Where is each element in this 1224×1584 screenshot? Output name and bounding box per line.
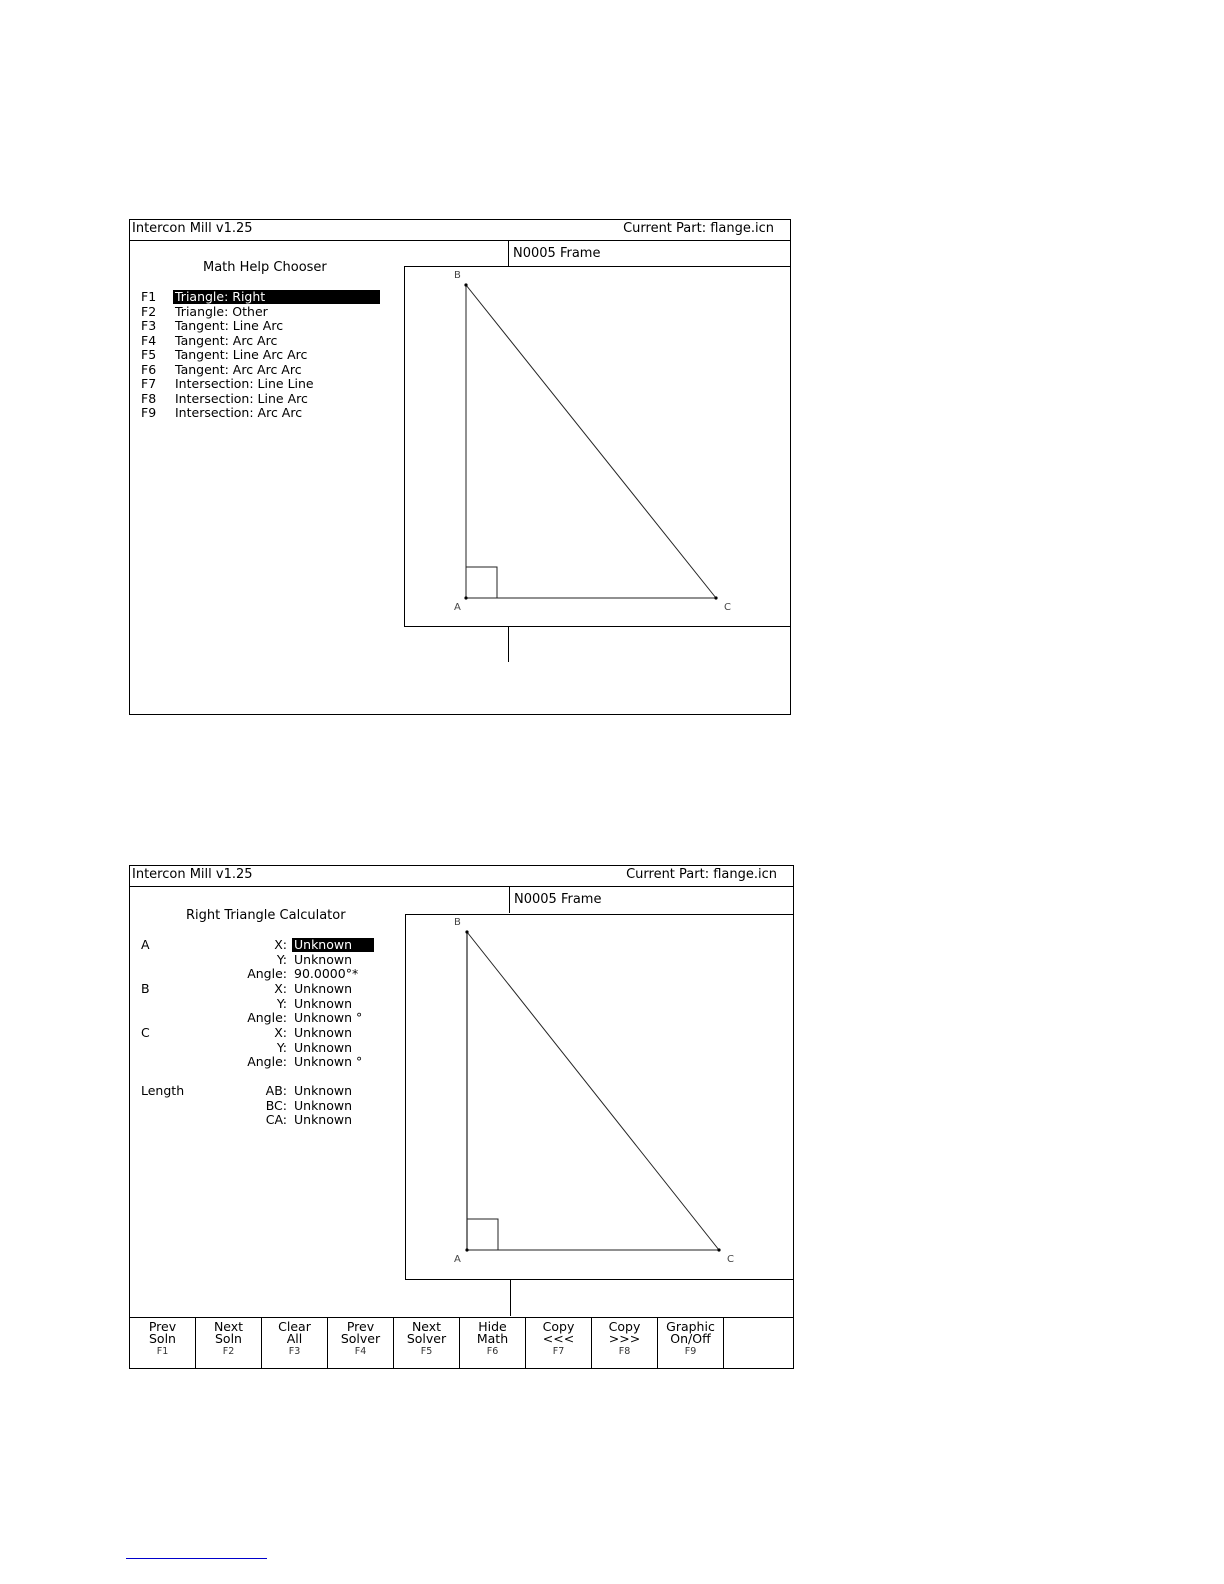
calc-row (130, 1055, 390, 1069)
calc-row (130, 1113, 390, 1127)
menu-item-key: F9 (141, 405, 157, 420)
function-key-label: Copy (542, 1319, 575, 1334)
field-value-input[interactable]: Unknown (294, 995, 353, 1011)
vertex-a-point (465, 1248, 468, 1251)
field-label: Angle: (247, 1010, 287, 1025)
title-bar (130, 220, 790, 241)
frame-marker-line (508, 626, 509, 662)
app-title: Intercon Mill v1.25 (132, 221, 253, 236)
menu-item-label: Tangent: Line Arc (175, 318, 284, 333)
function-key-label: Math (476, 1331, 509, 1346)
function-key-code: F3 (288, 1346, 301, 1357)
field-label: BC: (265, 1097, 287, 1113)
field-label: X: (274, 1025, 287, 1040)
field-label: X: (274, 937, 287, 952)
menu-item-label: Tangent: Line Arc Arc (175, 347, 308, 362)
field-label: Angle: (247, 966, 287, 981)
right-angle-marker (466, 567, 497, 598)
menu-item-key: F3 (141, 318, 157, 333)
function-key-code: F6 (486, 1346, 499, 1357)
function-key-bar (130, 1317, 793, 1368)
calc-row (130, 953, 390, 967)
field-label: Y: (276, 1039, 287, 1055)
function-key-label: On/Off (670, 1331, 711, 1346)
function-key-label: Next (411, 1319, 442, 1334)
function-key-label: Soln (215, 1331, 242, 1346)
field-label: Y: (276, 951, 287, 967)
field-value-input[interactable]: Unknown (292, 938, 374, 952)
field-value-input[interactable]: Unknown ° (294, 1010, 363, 1025)
point-label: C (141, 1025, 150, 1040)
triangle-graphic (405, 914, 794, 1280)
panel-title: Right Triangle Calculator (186, 908, 346, 923)
function-key-label: All (286, 1331, 303, 1346)
field-label: Angle: (247, 1054, 287, 1069)
function-key-f5[interactable] (394, 1318, 460, 1368)
point-label: A (141, 937, 150, 952)
function-key-code: F4 (354, 1346, 367, 1357)
app-title: Intercon Mill v1.25 (132, 867, 253, 882)
field-value-input[interactable]: Unknown (294, 1039, 353, 1055)
field-value-input[interactable]: Unknown (294, 1083, 353, 1098)
point-label: B (141, 981, 150, 996)
function-key-f7[interactable] (526, 1318, 592, 1368)
field-label: AB: (265, 1083, 287, 1098)
function-key-code: F2 (222, 1346, 235, 1357)
triangle-side-bc (466, 285, 716, 598)
point-label: Length (141, 1083, 185, 1098)
field-value-input[interactable]: Unknown ° (294, 1054, 363, 1069)
menu-item-key: F7 (141, 376, 157, 391)
right-triangle-diagram (405, 267, 790, 626)
vertex-b-label: B (454, 270, 461, 281)
function-key-code: F8 (618, 1346, 631, 1357)
calc-row (130, 967, 390, 981)
function-key-code: F9 (684, 1346, 697, 1357)
calc-row (130, 1011, 390, 1025)
function-key-label: Solver (406, 1331, 447, 1346)
menu-item-label: Triangle: Other (175, 303, 268, 319)
vertex-a-label: A (454, 1254, 461, 1265)
frame-label: N0005 Frame (513, 246, 601, 261)
frame-label-box (509, 887, 794, 913)
function-key-f3[interactable] (262, 1318, 328, 1368)
function-key-label: Solver (340, 1331, 381, 1346)
function-key-label: Prev (346, 1319, 375, 1334)
calc-row (130, 1041, 390, 1055)
triangle-side-bc (467, 932, 719, 1250)
function-key-f4[interactable] (328, 1318, 394, 1368)
frame-label: N0005 Frame (514, 892, 602, 907)
math-help-chooser-screen (129, 219, 791, 715)
vertex-b-point (465, 930, 468, 933)
field-value-input[interactable]: Unknown (294, 1097, 353, 1113)
function-key-code: F7 (552, 1346, 565, 1357)
footnote-separator (126, 1558, 267, 1559)
title-bar (130, 866, 793, 887)
menu-item-label: Intersection: Line Line (175, 376, 314, 391)
vertex-c-point (717, 1248, 720, 1251)
vertex-c-label: C (727, 1254, 734, 1265)
menu-item-key: F6 (141, 361, 157, 377)
menu-item-key: F8 (141, 390, 157, 406)
current-part: Current Part: flange.icn (626, 867, 777, 882)
function-key-label: Soln (149, 1331, 176, 1346)
field-value-input[interactable]: Unknown (294, 981, 353, 996)
field-value-input[interactable]: Unknown (294, 951, 353, 967)
function-key-label: Prev (148, 1319, 177, 1334)
triangle-graphic (404, 266, 791, 627)
vertex-c-label: C (724, 602, 731, 613)
function-key-label: Clear (278, 1319, 311, 1334)
function-key-label: Copy (608, 1319, 641, 1334)
menu-item-label: Tangent: Arc Arc Arc (175, 361, 302, 377)
function-key-f1[interactable] (130, 1318, 196, 1368)
vertex-a-label: A (454, 602, 461, 613)
function-key-f2[interactable] (196, 1318, 262, 1368)
frame-label-box (508, 241, 791, 267)
function-key-f6[interactable] (460, 1318, 526, 1368)
menu-item-key: F4 (141, 332, 157, 348)
field-label: CA: (265, 1112, 287, 1127)
function-key-f9[interactable] (658, 1318, 724, 1368)
function-key-label: <<< (542, 1331, 575, 1346)
calc-row (130, 982, 390, 996)
function-key-label: >>> (608, 1331, 641, 1346)
field-value-input[interactable]: 90.0000°* (294, 966, 359, 981)
menu-item-label: Triangle: Right (173, 290, 380, 304)
menu-item-key: F5 (141, 347, 157, 362)
menu-item-label: Tangent: Arc Arc (175, 332, 278, 348)
frame-marker-line (510, 1279, 511, 1316)
right-triangle-calculator-screen (129, 865, 794, 1369)
panel-title: Math Help Chooser (203, 260, 327, 275)
field-label: Y: (276, 995, 287, 1011)
calc-row (130, 1099, 390, 1113)
function-key-label: Hide (478, 1319, 507, 1334)
field-label: X: (274, 981, 287, 996)
calc-row (130, 938, 390, 952)
menu-item-key: F1 (141, 289, 157, 304)
menu-item-label: Intersection: Line Arc (175, 390, 308, 406)
vertex-b-point (464, 283, 467, 286)
function-key-code: F5 (420, 1346, 433, 1357)
calc-row (130, 997, 390, 1011)
function-key-f8[interactable] (592, 1318, 658, 1368)
vertex-a-point (464, 596, 467, 599)
function-key-label: Next (213, 1319, 244, 1334)
field-value-input[interactable]: Unknown (294, 1025, 353, 1040)
right-triangle-diagram (406, 915, 793, 1279)
menu-item-label: Intersection: Arc Arc (175, 405, 303, 420)
field-value-input[interactable]: Unknown (294, 1112, 353, 1127)
menu-item-key: F2 (141, 303, 157, 319)
function-key-label: Graphic (666, 1319, 715, 1334)
calc-row (130, 1084, 390, 1098)
calc-row (130, 1026, 390, 1040)
current-part: Current Part: flange.icn (623, 221, 774, 236)
function-key-code: F1 (156, 1346, 169, 1357)
right-angle-marker (467, 1219, 498, 1250)
vertex-b-label: B (454, 917, 461, 928)
vertex-c-point (714, 596, 717, 599)
